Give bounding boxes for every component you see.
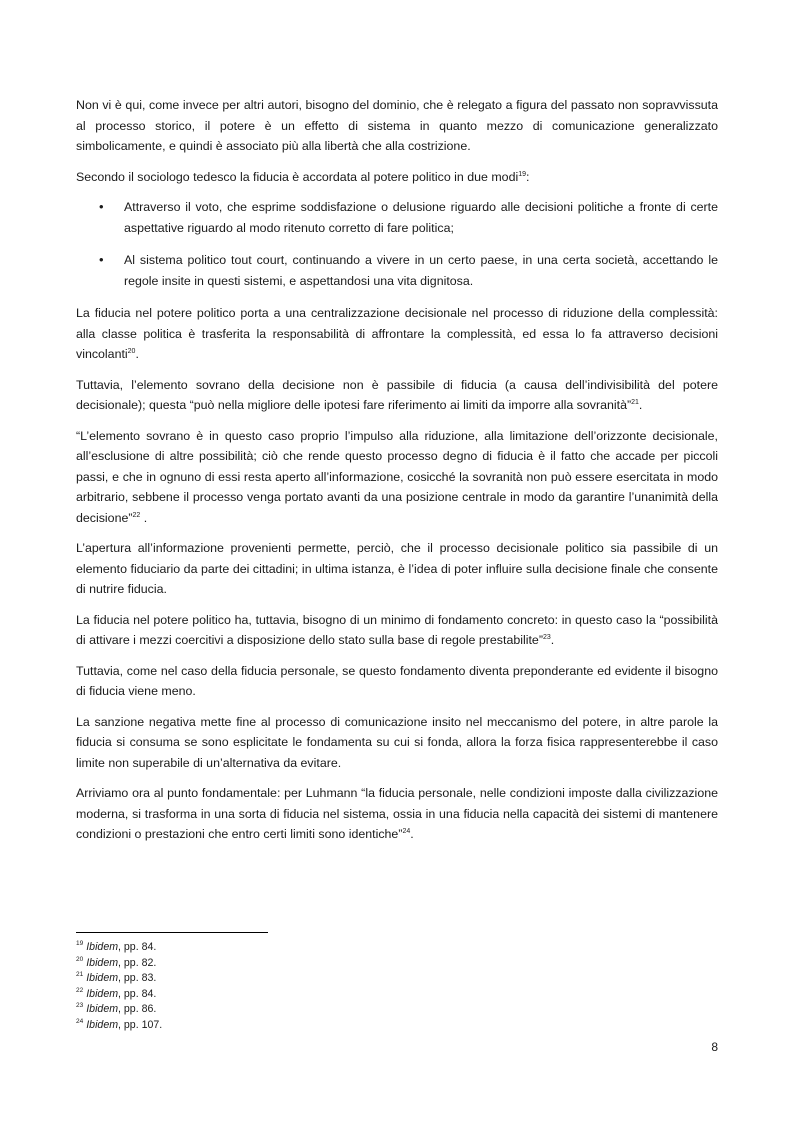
paragraph: [76, 375, 718, 416]
footnote-number: 19: [76, 940, 84, 948]
list-item-text: Al sistema politico tout court, continuando a vivere in un certo paese, in una certa società, accettando le regole insite in questi sistemi, e aspettandosi una vita dignitosa.: [124, 253, 718, 288]
paragraph-tail: .: [638, 398, 643, 412]
footnote-ref[interactable]: 19: [518, 170, 527, 178]
footnotes: [76, 940, 718, 1033]
footnote-pages: , pp. 84.: [118, 941, 157, 953]
paragraph-tail: :: [526, 169, 530, 184]
paragraph-tail: .: [135, 347, 139, 361]
page-number: 8: [711, 1040, 718, 1054]
paragraph-text: Arriviamo ora al punto fondamentale: per Luhmann “la fiducia personale, nelle condizioni imposte dalla civilizzazione moderna, si trasforma in una sorta di fiducia nel sistema, ossia in una fiducia nella capacità dei sistemi di mantenere condizioni o prestazioni che entro certi limiti sono identiche”: [76, 786, 718, 841]
footnote-ref[interactable]: 24: [402, 827, 411, 835]
footnote-divider: [76, 932, 268, 933]
footnote-source: Ibidem: [86, 987, 119, 1000]
footnote-pages: , pp. 84.: [118, 987, 157, 1000]
paragraph-text: Non vi è qui, come invece per altri autori, bisogno del dominio, che è relegato a figura del passato non sopravvissuta al processo storico, il potere è un effetto di sistema in quanto mezzo di comunicazione generalizzato simbolicamente, e quindi è associato più alla libertà che alla costrizione.: [76, 98, 718, 153]
footnote: [76, 1002, 718, 1018]
footnote-pages: , pp. 82.: [118, 956, 157, 969]
footnote-pages: , pp. 86.: [118, 1003, 157, 1015]
footnote: [76, 1018, 718, 1034]
paragraph-text: La sanzione negativa mette fine al processo di comunicazione insito nel meccanismo del potere, in altre parole la fiducia si consuma se sono esplicitate le fondamenta su cui si fonda, allora la forza fisica rappresenterebbe il caso limite non superabile di un’alternativa da evitare.: [76, 714, 718, 770]
paragraph-text: La fiducia nel potere politico ha, tuttavia, bisogno di un minimo di fondamento concreto: in questo caso la “possibilità di attivare i mezzi coercitivi a disposizione dello stato sulla base di regole prestabilite”: [76, 612, 718, 647]
paragraph-text: L’apertura all’informazione provenienti permette, perciò, che il processo decisionale politico sia passibile di un elemento fiduciario da parte dei cittadini; in ultima istanza, è l’idea di poter influire sulla decisione finale che consente di nutrire fiducia.: [76, 541, 718, 596]
footnote-source: Ibidem: [86, 1003, 119, 1015]
footnote: [76, 971, 718, 987]
paragraph: [76, 426, 718, 529]
footnote-number: 22: [76, 986, 84, 994]
paragraph: [76, 95, 718, 157]
paragraph-tail: .: [140, 510, 148, 525]
footnote-pages: , pp. 83.: [118, 972, 157, 984]
paragraph-tail: .: [550, 633, 555, 647]
bullet-icon: •: [99, 199, 104, 214]
paragraph-text: La fiducia nel potere politico porta a una centralizzazione decisionale nel processo di riduzione della complessità: alla classe politica è trasferita la responsabilità di affrontare la complessità, ed essa lo fa attraverso decisioni vincolanti: [76, 306, 718, 361]
paragraph-text: Tuttavia, l’elemento sovrano della decisione non è passibile di fiducia (a causa dell’indivisibilità del potere decisionale); questa “può nella migliore delle ipotesi fare riferimento ai limiti da imporre alla sovranità”: [76, 377, 718, 412]
paragraph: [76, 538, 718, 600]
paragraph-text: Secondo il sociologo tedesco la fiducia è accordata al potere politico in due modi: [76, 169, 519, 184]
paragraph: [76, 303, 718, 365]
list-item: [76, 197, 718, 238]
footnote-ref[interactable]: 23: [542, 633, 551, 641]
footnote-pages: , pp. 107.: [118, 1018, 163, 1031]
paragraph-tail: .: [410, 827, 414, 841]
footnote-source: Ibidem: [86, 972, 119, 984]
paragraph: [76, 167, 718, 188]
footnote-number: 23: [76, 1002, 84, 1010]
footnote-number: 21: [76, 971, 84, 979]
list-item: [76, 250, 718, 291]
paragraph: [76, 610, 718, 651]
footnote: [76, 987, 718, 1003]
paragraph: [76, 661, 718, 702]
footnote-number: 20: [76, 955, 84, 963]
footnote: [76, 940, 718, 956]
footnote: [76, 956, 718, 972]
paragraph: [76, 712, 718, 774]
footnote-ref[interactable]: 21: [631, 398, 639, 406]
footnote-number: 24: [76, 1017, 84, 1025]
paragraph-text: “L’elemento sovrano è in questo caso proprio l’impulso alla riduzione, alla limitazione dell’orizzonte decisionale, all’esclusione di altre possibilità; ciò che rende questo processo degno di fiducia è il fatto che accade per piccoli passi, e che in ognuno di essi resta aperto all’informazione, cosicché la sovranità non può essere esercitata in modo arbitrario, sebbene il processo venga portato avanti da una posizione centrale in modo da garantire l’unanimità della decisione”: [76, 428, 718, 525]
footnote-ref[interactable]: 20: [127, 347, 136, 355]
body-text: [76, 95, 718, 855]
footnote-source: Ibidem: [86, 941, 119, 953]
footnote-source: Ibidem: [86, 1018, 119, 1031]
footnote-source: Ibidem: [86, 956, 119, 969]
bullet-list: [76, 197, 718, 291]
paragraph: [76, 783, 718, 845]
list-item-text: Attraverso il voto, che esprime soddisfazione o delusione riguardo alle decisioni politiche a fronte di certe aspettative riguardo al modo ritenuto corretto di fare politica;: [124, 200, 718, 235]
bullet-icon: •: [99, 252, 104, 267]
paragraph-text: Tuttavia, come nel caso della fiducia personale, se questo fondamento diventa preponderante ed evidente il bisogno di fiducia viene meno.: [76, 663, 718, 698]
footnote-ref[interactable]: 22: [132, 511, 141, 519]
